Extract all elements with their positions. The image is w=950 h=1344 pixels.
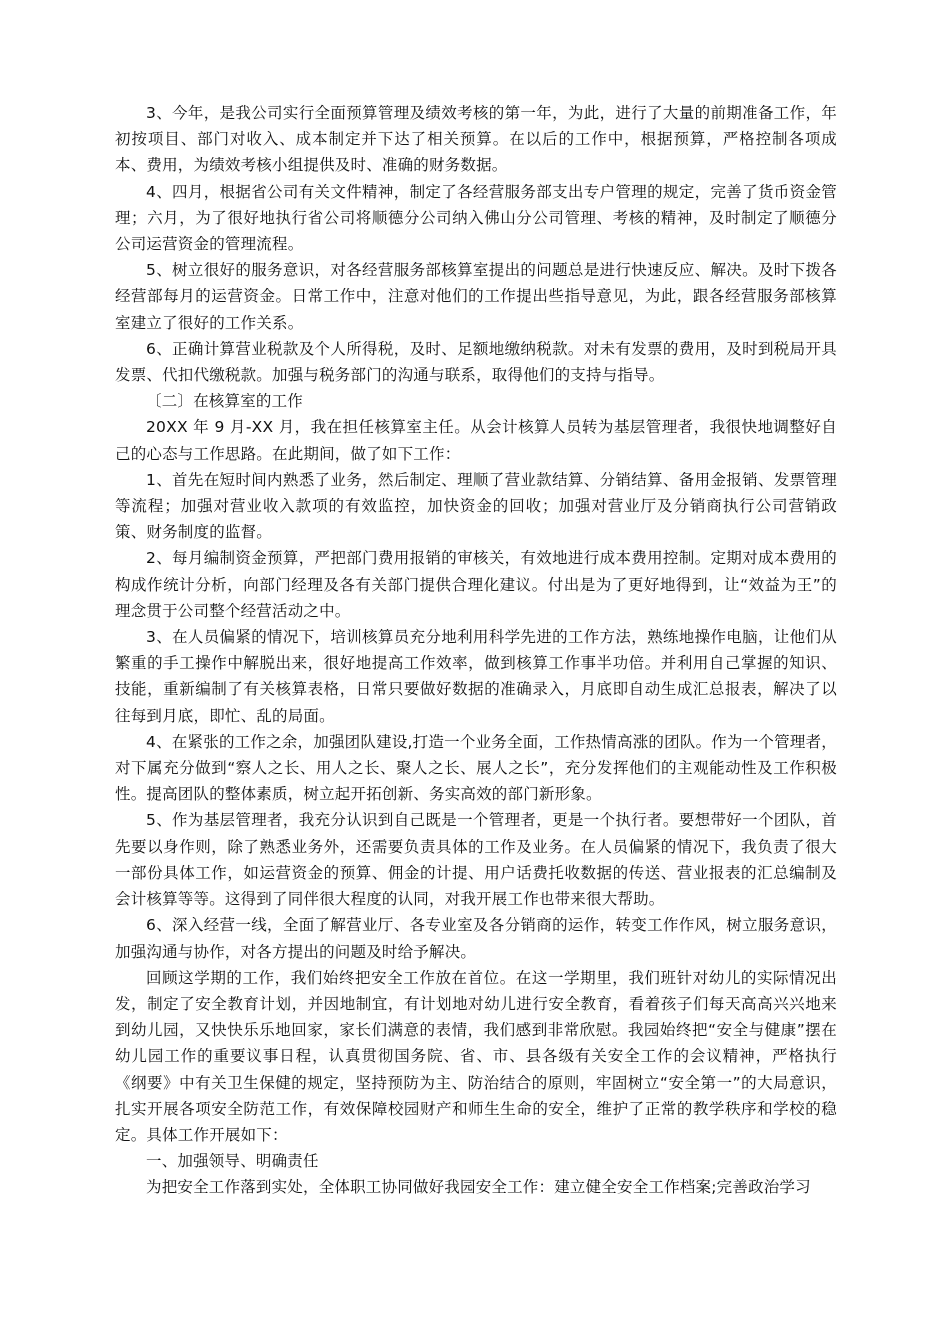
paragraph-7: 1、首先在短时间内熟悉了业务，然后制定、理顺了营业款结算、分销结算、备用金报销、发票管理等流程；加强对营业收入款项的有效监控，加快资金的回收；加强对营业厅及分销商执行公司营销政策、财务制度的监督。: [115, 470, 837, 542]
paragraph-8: 2、每月编制资金预算，严把部门费用报销的审核关，有效地进行成本费用控制。定期对成本费用的构成作统计分析，向部门经理及各有关部门提供合理化建议。付出是为了更好地得到，让“效益为王”的理念贯于公司整个经营活动之中。: [115, 549, 837, 620]
paragraph-3: 5、树立很好的服务意识，对各经营服务部核算室提出的问题总是进行快速反应、解决。及时下拨各经营部每月的运营资金。日常工作中，注意对他们的工作提出些指导意见，为此，跟各经营服务部核算室建立了很好的工作关系。: [115, 261, 837, 332]
paragraph-11: 5、作为基层管理者，我充分认识到自己既是一个管理者，更是一个执行者。要想带好一个团队，首先要以身作则，除了熟悉业务外，还需要负责具体的工作及业务。在人员偏紧的情况下，我负责了很大一部份具体工作，如运营资金的预算、佣金的计提、用户话费托收数据的传送、营业报表的汇总编制及会计核算等等。这得到了同伴很大程度的认同，对我开展工作也带来很大帮助。: [115, 811, 837, 909]
paragraph-12: 6、深入经营一线，全面了解营业厅、各专业室及各分销商的运作，转变工作作风，树立服务意识，加强沟通与协作，对各方提出的问题及时给予解决。: [115, 916, 837, 961]
paragraph-2: 4、四月，根据省公司有关文件精神，制定了各经营服务部支出专户管理的规定，完善了货币资金管理；六月，为了很好地执行省公司将顺德分公司纳入佛山分公司管理、考核的精神，及时制定了顺德分公司运营资金的管理流程。: [115, 182, 837, 254]
paragraph-13: 回顾这学期的工作，我们始终把安全工作放在首位。在这一学期里，我们班针对幼儿的实际情况出发，制定了安全教育计划，并因地制宜，有计划地对幼儿进行安全教育，看着孩子们每天高高兴兴地来到幼儿园，又快快乐乐地回家，家长们满意的表情，我们感到非常欣慰。我园始终把“安全与健康”摆在幼儿园工作的重要议事日程，认真贯彻国务院、省、市、县各级有关安全工作的会议精神，严格执行《纲要》中有关卫生保健的规定，坚持预防为主、防治结合的原则，牢固树立“安全第一”的大局意识，扎实开展各项安全防范工作，有效保障校园财产和师生生命的安全，维护了正常的教学秩序和学校的稳定。具体工作开展如下：: [115, 968, 837, 1144]
paragraph-15: 为把安全工作落到实处，全体职工协同做好我园安全工作：建立健全安全工作档案;完善政治学习: [146, 1178, 811, 1197]
paragraph-4: 6、正确计算营业税款及个人所得税，及时、足额地缴纳税款。对未有发票的费用，及时到税局开具发票、代扣代缴税款。加强与税务部门的沟通与联系，取得他们的支持与指导。: [115, 339, 837, 385]
paragraph-9: 3、在人员偏紧的情况下，培训核算员充分地利用科学先进的工作方法，熟练地操作电脑，让他们从繁重的手工操作中解脱出来，很好地提高工作效率，做到核算工作事半功倍。并利用自己掌握的知识、技能，重新编制了有关核算表格，日常只要做好数据的准确录入，月底即自动生成汇总报表，解决了以往每到月底，即忙、乱的局面。: [115, 628, 837, 725]
section-heading-1: 一、加强领导、明确责任: [146, 1152, 319, 1171]
paragraph-10: 4、在紧张的工作之余，加强团队建设,打造一个业务全面，工作热情高涨的团队。作为一个管理者，对下属充分做到“察人之长、用人之长、聚人之长、展人之长”，充分发挥他们的主观能动性及工作积极性。提高团队的整体素质，树立起开拓创新、务实高效的部门新形象。: [115, 732, 837, 804]
paragraph-1: 3、今年，是我公司实行全面预算管理及绩效考核的第一年，为此，进行了大量的前期准备工作，年初按项目、部门对收入、成本制定并下达了相关预算。在以后的工作中，根据预算，严格控制各项成本、费用，为绩效考核小组提供及时、准确的财务数据。: [115, 104, 837, 175]
section-heading-2: 〔二〕在核算室的工作: [146, 392, 304, 411]
document-page: [115, 100, 837, 1201]
paragraph-6: 20XX 年 9 月-XX 月，我在担任核算室主任。从会计核算人员转为基层管理者，我很快地调整好自己的心态与工作思路。在此期间，做了如下工作：: [115, 418, 837, 463]
